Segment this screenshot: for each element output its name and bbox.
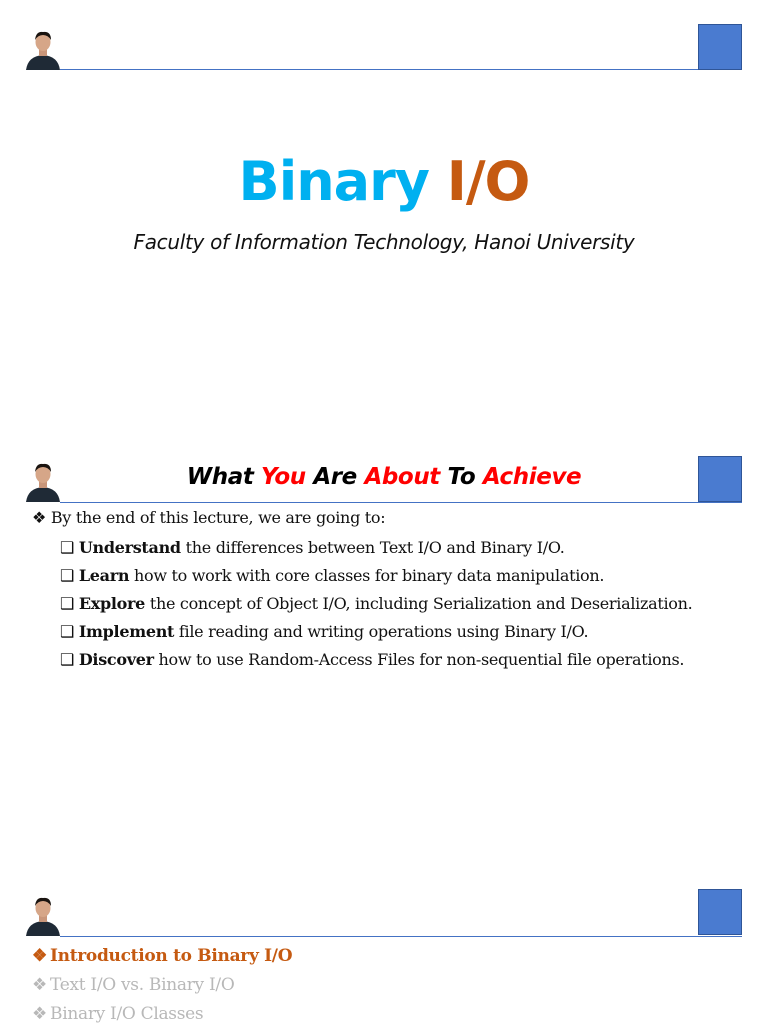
heading-word: Are — [313, 464, 357, 490]
list-item — [60, 562, 692, 590]
heading-word: What — [186, 464, 254, 490]
slide-subtitle: Faculty of Information Technology, Hanoi University — [133, 230, 635, 254]
item-keyword: Implement — [78, 622, 175, 641]
item-keyword: Discover — [78, 650, 154, 669]
agenda-item-active — [32, 942, 292, 971]
square-checkbox-icon: ❑ — [60, 566, 75, 585]
heading-word: To — [447, 464, 476, 490]
presenter-avatar-icon — [24, 894, 62, 936]
heading-word-highlight: Achieve — [482, 464, 582, 490]
agenda-item — [32, 971, 292, 1000]
item-text: the differences between Text I/O and Binary I/O. — [180, 538, 565, 557]
agenda-list — [32, 942, 292, 1024]
item-text: how to use Random-Access Files for non-sequential file operations. — [153, 650, 685, 669]
item-keyword: Learn — [78, 566, 130, 585]
square-checkbox-icon: ❑ — [60, 622, 75, 641]
objectives-heading — [0, 464, 768, 490]
item-keyword: Explore — [78, 594, 146, 613]
list-item — [60, 590, 692, 618]
list-item — [60, 534, 692, 562]
list-item — [60, 646, 692, 674]
diamond-bullet-icon: ❖ — [32, 946, 47, 966]
agenda-slide — [0, 880, 768, 1024]
title-word-binary: Binary — [238, 150, 429, 213]
title-word-io: I/O — [446, 150, 530, 213]
agenda-item — [32, 1000, 292, 1024]
list-item — [60, 618, 692, 646]
objectives-slide — [0, 440, 768, 840]
presenter-avatar-icon — [24, 28, 62, 70]
objectives-list — [60, 534, 692, 674]
diamond-bullet-icon: ❖ — [32, 1004, 47, 1024]
item-text: how to work with core classes for binary data manipulation. — [129, 566, 605, 585]
title-slide — [0, 0, 768, 400]
square-checkbox-icon: ❑ — [60, 650, 75, 669]
diamond-bullet-icon: ❖ — [32, 975, 47, 995]
square-checkbox-icon: ❑ — [60, 538, 75, 557]
square-checkbox-icon: ❑ — [60, 594, 75, 613]
header-rule — [60, 936, 742, 937]
intro-text: By the end of this lecture, we are going to: — [50, 508, 386, 527]
item-text: the concept of Object I/O, including Serialization and Deserialization. — [145, 594, 693, 613]
header-rule — [60, 502, 742, 503]
heading-word-highlight: About — [364, 464, 440, 490]
diamond-bullet-icon: ❖ — [32, 508, 47, 527]
item-keyword: Understand — [78, 538, 181, 557]
item-text: file reading and writing operations using Binary I/O. — [174, 622, 589, 641]
agenda-item-label: Text I/O vs. Binary I/O — [50, 975, 235, 995]
corner-accent-square — [698, 889, 742, 935]
slide-title — [0, 150, 768, 213]
agenda-item-label: Binary I/O Classes — [50, 1004, 204, 1024]
agenda-item-label: Introduction to Binary I/O — [50, 946, 293, 966]
header-rule — [60, 69, 742, 70]
intro-line — [32, 508, 385, 527]
heading-word-highlight: You — [261, 464, 306, 490]
corner-accent-square — [698, 24, 742, 70]
